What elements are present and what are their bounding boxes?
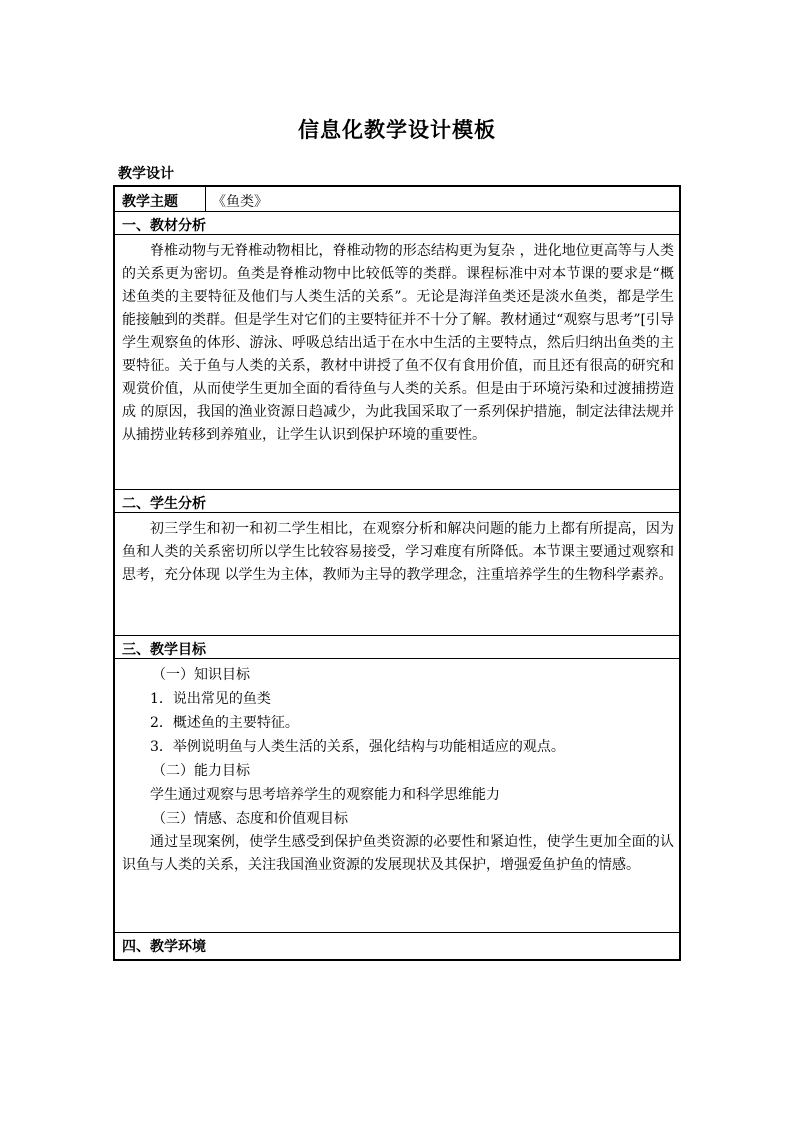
topic-label: 教学主题 (115, 187, 206, 211)
page-title: 信息化教学设计模板 (298, 118, 496, 142)
material-heading: 一、教材分析 (115, 212, 679, 235)
objectives-heading: 三、教学目标 (115, 636, 679, 659)
ability-title: （二）能力目标 (152, 763, 250, 779)
topic-value: 《鱼类》 (212, 194, 268, 210)
material-paragraph: 脊椎动物与无脊椎动物相比，脊椎动物的形态结构更为复杂 ，进化地位更高等与人类的关系更为密切。鱼类是脊椎动物中比较低等的类群。课程标准中对本节课的要求是“概述鱼类的主要特征及他们与人类生活的关系”。无论是海洋鱼类还是淡水鱼类，都是学生能接触到的类群。但是学生对它们的主要特征并不十分了解。教材通过“观察与思考”[引导学生观察鱼的体形、游泳、呼吸总结出适于在水中生活的主要特点，然后归纳出鱼类的主要特征。关于鱼与人类的关系，教材中讲授了鱼不仅有食用价值，而且还有很高的研究和观赏价值，从而使学生更加全面的看待鱼与人类的关系。但是由于环境污染和过渡捕捞造成 的原因，我国的渔业资源日趋减少，为此我国采取了一系列保护措施，制定法律法规并从捕捞业转移到养殖业，让学生认识到保护环境的重要性。 (122, 243, 674, 443)
emotion-text: 通过呈现案例，使学生感受到保护鱼类资源的必要性和紧迫性，使学生更加全面的认识鱼与人类的关系，关注我国渔业资源的发展现状及其保护，增强爱鱼护鱼的情感。 (122, 834, 674, 873)
students-paragraph: 初三学生和初一和初二学生相比，在观察分析和解决问题的能力上都有所提高，因为鱼和人类的关系密切所以学生比较容易接受，学习难度有所降低。本节课主要通过观察和思考，充分体现 以学生为主体，教师为主导的教学理念，注重培养学生的生物科学素养。 (122, 521, 674, 583)
section-subtitle: 教学设计 (118, 166, 174, 182)
design-table (113, 185, 681, 961)
topic-row (115, 187, 679, 212)
knowledge-item: 3．举例说明鱼与人类生活的关系，强化结构与功能相适应的观点。 (150, 739, 565, 755)
knowledge-item: 2．概述鱼的主要特征。 (150, 715, 299, 731)
objectives-section (115, 636, 679, 933)
environment-section (115, 933, 679, 959)
material-section (115, 212, 679, 490)
students-heading: 二、学生分析 (115, 490, 679, 513)
students-section (115, 490, 679, 636)
environment-heading: 四、教学环境 (122, 939, 206, 955)
knowledge-item: 1．说出常见的鱼类 (150, 691, 271, 707)
knowledge-title: （一）知识目标 (152, 667, 250, 683)
ability-text: 学生通过观察与思考培养学生的观察能力和科学思维能力 (150, 787, 500, 803)
emotion-title: （三）情感、态度和价值观目标 (152, 811, 348, 827)
